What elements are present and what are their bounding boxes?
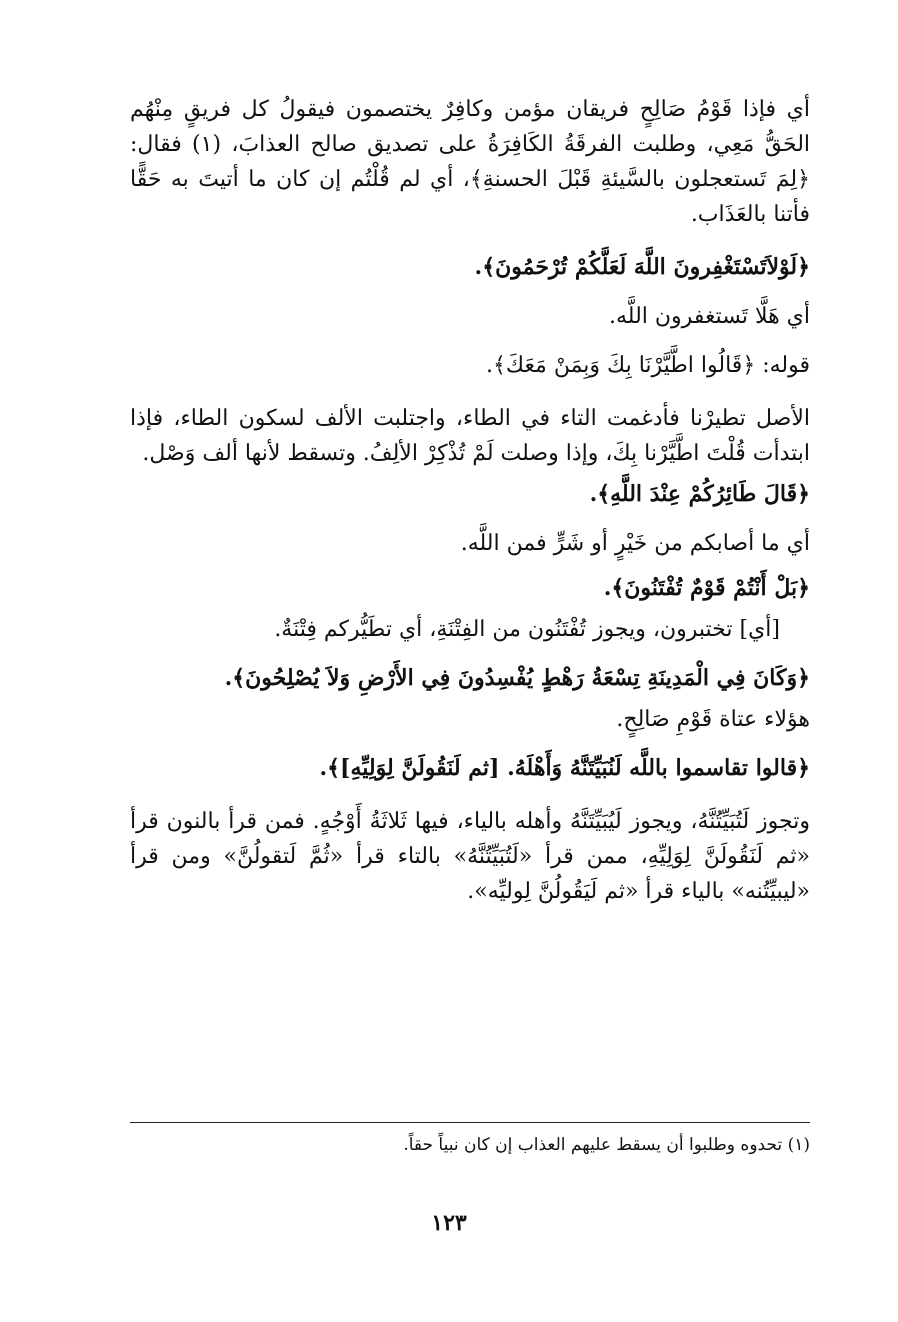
page-body bbox=[130, 92, 810, 909]
verse-line-2: قوله: ﴿قَالُوا اطَّيَّرْنَا بِكَ وَبِمَنْ مَعَكَ﴾. bbox=[486, 353, 810, 378]
paragraph-1: أي فإذا قَوْمُ صَالِحٍ فريقان مؤمن وكافِرٌ يختصمون فيقولُ كل فريقٍ مِنْهُم الحَقُّ مَعِي، وطلبت الفرقَةُ الكَافِرَةُ على تصديق صالح العذابَ، (١) فقال: ﴿لِمَ تَستعجلون بالسَّيئةِ قَبْلَ الحسنةِ﴾، أي لم قُلْتُم إن كان ما أتيتَ به حَقًّا فأتنا بالعَذَاب. bbox=[130, 97, 811, 227]
paragraph-3: وتجوز لَتُبَيِّتُنَّهُ، ويجوز لَيُبَيِّتَنَّهُ وأهله بالياء، فيها ثَلاثَةُ أَوْجُهٍ. فمن قرأ بالنون قرأ «ثم لَنَقُولَنَّ لِوَلِيِّهِ، ممن قرأ «لَتُبَيِّتُنَّهُ» بالتاء قرأ «ثُمَّ لَتقولُنَّ» ومن قرأ «ليبيِّتُنه» بالياء قرأ «ثم لَيَقُولُنَّ لِوليِّه». bbox=[130, 809, 810, 904]
footnote-divider bbox=[130, 1122, 810, 1123]
explanation-line-1: أي هَلَّا تَستغفرون اللَّه. bbox=[609, 304, 810, 329]
verse-line-1: ﴿لَوْلاَتَسْتَغْفِرونَ اللَّهَ لَعَلَّكُمْ تُرْحَمُونَ﴾. bbox=[474, 254, 810, 280]
verse-line-3: ﴿قَالَ طَائِرُكُمْ عِنْدَ اللَّهِ﴾. bbox=[589, 481, 810, 507]
explanation-line-4: هؤلاء عتاة قَوْمِ صَالِحٍ. bbox=[616, 707, 810, 732]
footnote: (١) تحدوه وطلبوا أن يسقط عليهم العذاب إن كان نبياً حقاً. bbox=[403, 1135, 810, 1155]
verse-line-4: ﴿بَلْ أَنْتُمْ قَوْمٌ تُفْتَنُونَ﴾. bbox=[603, 575, 810, 601]
page-number: ١٢٣ bbox=[431, 1210, 467, 1236]
explanation-line-3: [أي] تختبرون، ويجوز تُفْتَنُون من الفِتْنَةِ، أي تطَيُّركم فِتْنَةٌ. bbox=[274, 617, 780, 642]
verse-line-6: ﴿قالوا تقاسموا باللَّه لَنُبَيِّتَنَّهُ وَأَهْلَهُ. [ثم لَنَقُولَنَّ لِوَلِيِّهِ]﴾. bbox=[319, 755, 810, 781]
explanation-line-2: أي ما أصابكم من خَيْرٍ أو شَرٍّ فمن اللَّه. bbox=[460, 531, 810, 556]
paragraph-2: الأصل تطيرْنا فأدغمت التاء في الطاء، واجتلبت الألف لسكون الطاء، فإذا ابتدأت قُلْتَ اطَّيَّرْنا بِكَ، وإذا وصلت لَمْ تُذْكِرْ الألِفُ. وتسقط لأنها ألف وَصْل. bbox=[130, 406, 810, 466]
verse-line-5: ﴿وَكَانَ فِي الْمَدِينَةِ تِسْعَةُ رَهْطٍ يُفْسِدُونَ فِي الأَرْضِ وَلاَ يُصْلِحُونَ﴾. bbox=[224, 665, 810, 691]
